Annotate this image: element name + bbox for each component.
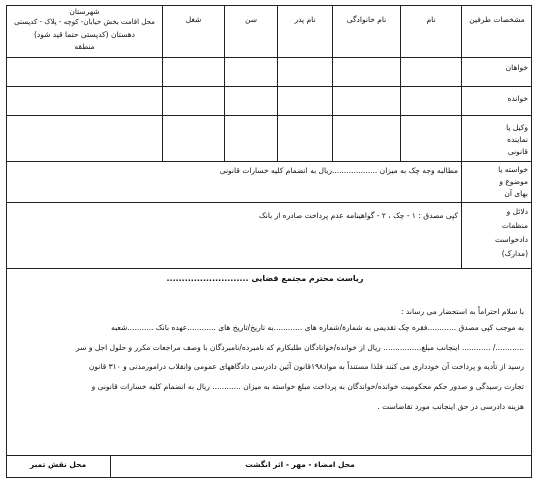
job-column-rule	[162, 5, 163, 161]
row-label-attorney-2: نماینده	[507, 135, 528, 144]
age-column-rule	[224, 5, 225, 161]
family-column-rule	[332, 5, 333, 161]
claim-label-3: بهای آن	[504, 189, 528, 198]
evidence-text: کپی مصدق : ۱ - چک ، ۲ - گواهینامه عدم پرداخت صادره از بانک	[259, 211, 458, 220]
header-family: نام خانوادگی	[346, 15, 387, 24]
petition-line-4: تجارت رسیدگی و صدور حکم محکومیت خوانده/خواندگان به پرداخت مبلغ خواسته به میزان ............ ریال به انضمام کلیه خسارات قانونی و	[91, 382, 524, 391]
plaintiff-row-rule	[6, 86, 532, 87]
petition-line-3: رسید از تأدیه و پرداخت آن خودداری می کنند فلذا مستنداً به مواد۱۹۸قانون آئین دادرسی دادگاههای عمومی وانقلاب درامورمدنی و ۳۱۰ قانون	[88, 362, 524, 371]
row-label-plaintiff: خواهان	[505, 63, 528, 72]
defendant-row-rule	[6, 115, 532, 116]
claim-text: مطالبه وجه چک به میزان ...................ریال به انضمام کلیه خسارات قانونی	[219, 166, 458, 175]
header-parties: مشخصات طرفین	[469, 15, 525, 24]
name-column-rule	[400, 5, 401, 161]
header-bottom-rule	[6, 57, 532, 58]
row-label-attorney-3: قانونی	[507, 147, 528, 156]
petition-line-1: به موجب کپی مصدق ............فقره چک تقدیمی به شمارة/شماره های ............به تاریخ/تاریخ های ............عهده بانک ...........شعبه	[111, 323, 524, 332]
evidence-label-2: منظمات	[501, 221, 528, 230]
evidence-row-rule	[6, 268, 532, 269]
evidence-label-4: (مدارک)	[501, 249, 528, 258]
petition-line-5: هزینه دادرسی در حق اینجانب مورد تقاضاست .	[377, 402, 524, 411]
header-job: شغل	[185, 15, 202, 24]
signature-label: محل امضاء - مهر - اثر انگشت	[245, 460, 355, 469]
header-address-1: شهرستان	[69, 7, 100, 16]
row-label-defendant: خوانده	[507, 94, 528, 103]
signature-row-rule	[6, 455, 532, 456]
row-label-attorney-1: وکیل یا	[506, 123, 528, 132]
petition-line-2: ............/ ............ اینجانب مبلغ................ ریال از خوانده/خوانادگان طلبکارم که نامبرده/نامبردگان با وصف مراجعات مکرر و حلول اجل و سر	[76, 343, 524, 352]
header-address-2: محل اقامت بخش خیابان- کوچه - پلاک - کدپستی	[14, 18, 155, 26]
label-column-rule	[461, 5, 462, 268]
stamp-label: محل نقش تمبر	[29, 460, 87, 469]
petition-greeting: با سلام احتراماً به استحضار می رساند :	[401, 307, 524, 316]
claim-label-2: موضوع و	[499, 177, 528, 186]
evidence-label-3: دادخواست	[494, 235, 528, 244]
header-address-4: منطقه	[74, 42, 95, 51]
attorney-row-rule	[6, 161, 532, 162]
father-column-rule	[277, 5, 278, 161]
header-name: نام	[426, 15, 436, 24]
header-address-3: دهستان (کدپستی حتما قید شود)	[33, 30, 136, 39]
stamp-box-rule	[110, 455, 111, 478]
header-age: سن	[245, 15, 257, 24]
header-father: نام پدر	[294, 15, 316, 24]
claim-row-rule	[6, 202, 532, 203]
claim-label-1: خواسته یا	[498, 165, 528, 174]
petition-title: ریاست محترم مجتمع قضایی ...........................	[166, 274, 364, 283]
evidence-label-1: دلائل و	[506, 207, 528, 216]
